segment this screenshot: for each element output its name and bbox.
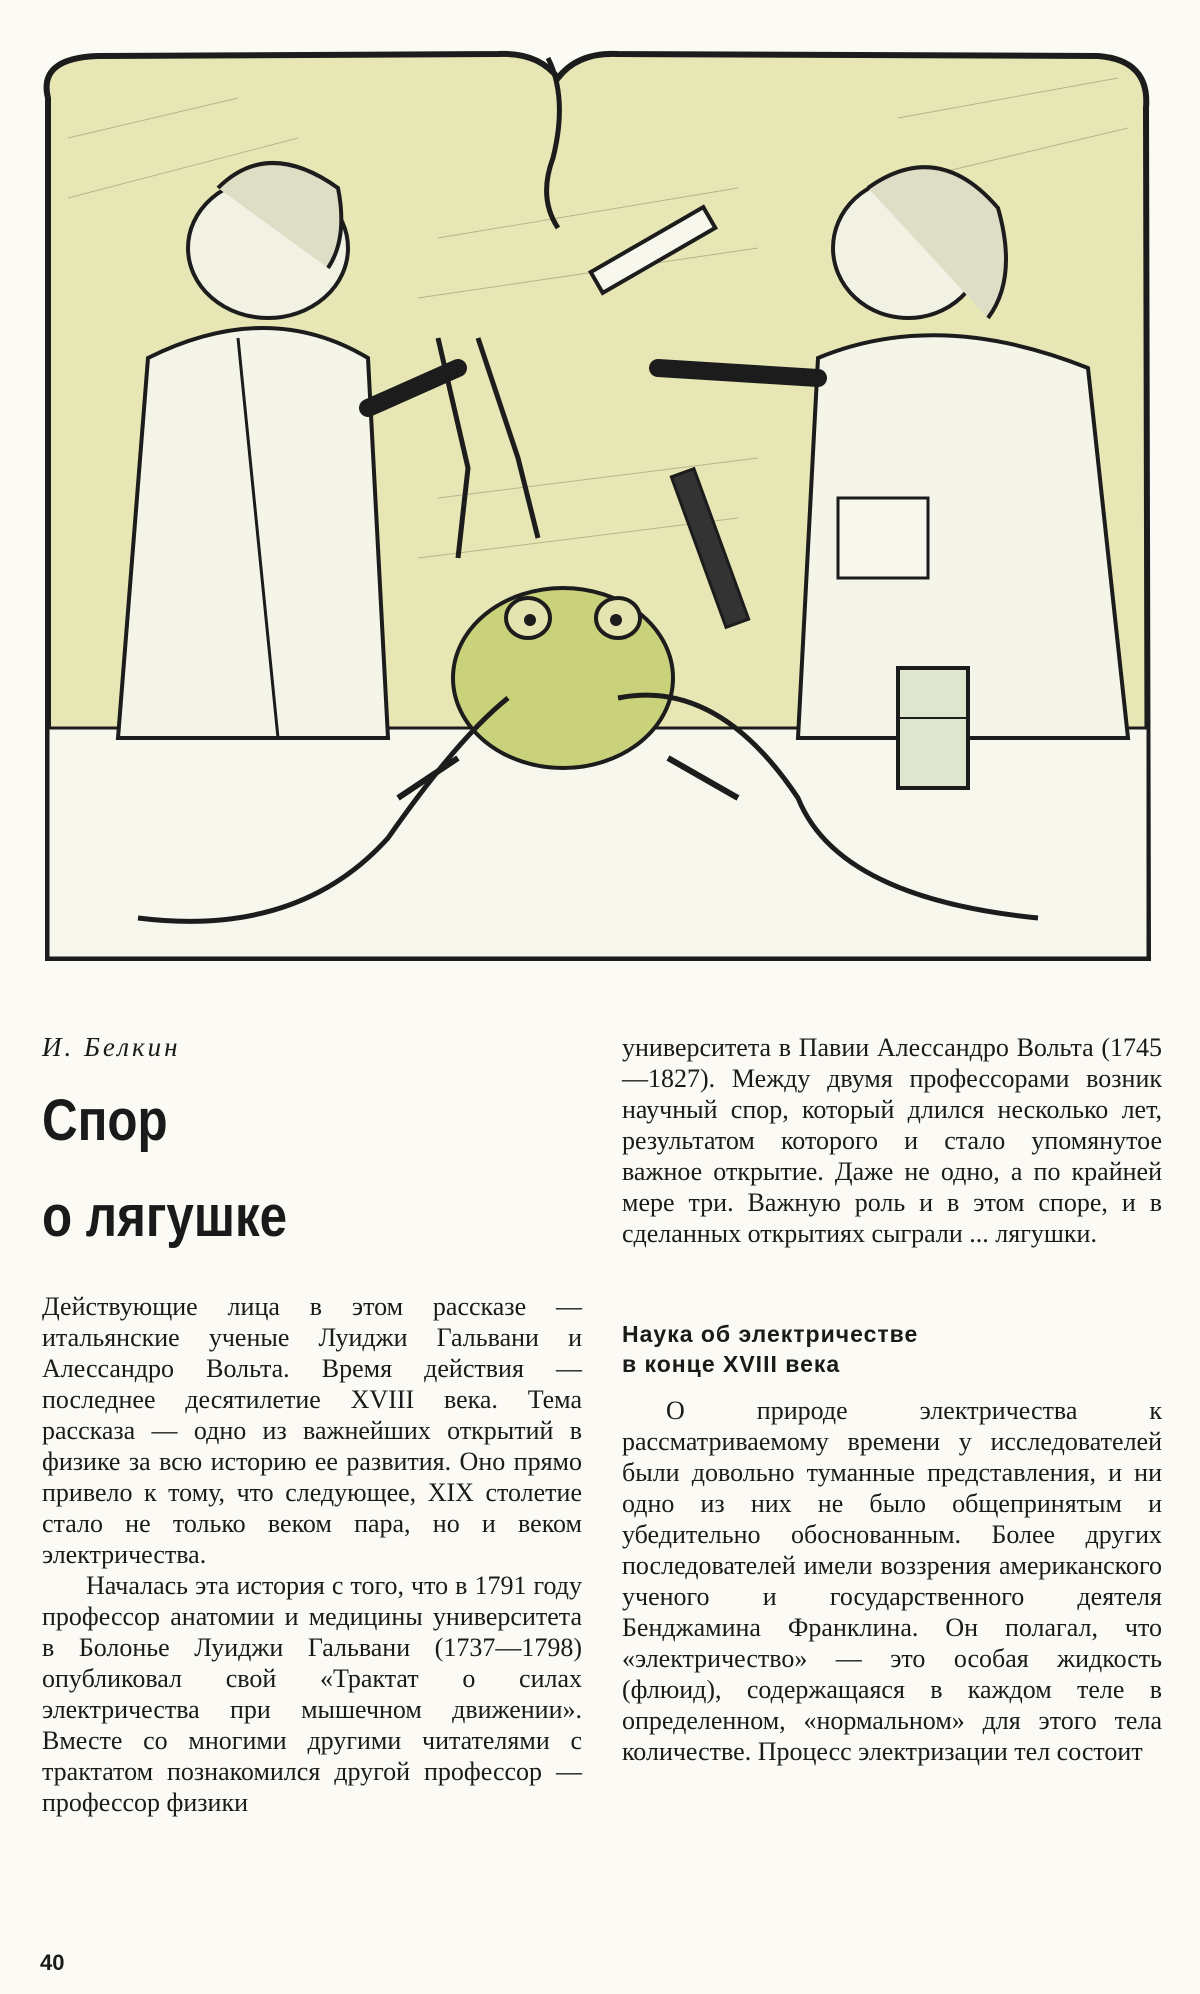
- article-title-line-1: Спор: [42, 1088, 168, 1153]
- paper-note: [838, 498, 928, 578]
- left-column: [42, 1032, 582, 1818]
- page-number: 40: [40, 1950, 65, 1975]
- paragraph-history: Началась эта история с того, что в 1791 году профессор анатомии и медицины университета в Болонье Луиджи Гальвани (1737—1798) опубликовал свой «Трактат о силах электричества при мышечном движении». Вместе со многими другими читателями с трактатом познакомился другой профессор — профессор физики: [42, 1571, 582, 1817]
- galvani-volta-frog-illustration: [38, 38, 1160, 968]
- article-title: [42, 1073, 501, 1265]
- paragraph-electricity: О природе электричества к рассматриваемому времени у исследователей были довольно туманные представления, и ни одно из них не было общепринятым и убедительно обоснованным. Более других последователей имели воззрения американского ученого и государственного деятеля Бенджамина Франклина. Он полагал, что «электричество» — это особая жидкость (флюид), содержащаяся в каждом теле в определенном, «нормальном» для этого тела количестве. Процесс электризации тел состоит: [622, 1396, 1162, 1766]
- paragraph-intro: Действующие лица в этом рассказе — итальянские ученые Луиджи Гальвани и Алессандро Вольта. Время действия — последнее десятилетие XVIII века. Тема рассказа — одно из важнейших открытий в физике за всю историю ее развития. Оно прямо привело к тому, что следующее, XIX столетие стало не только веком пара, но и веком электричества.: [42, 1292, 582, 1569]
- section-heading-line-1: Наука об электричестве: [622, 1321, 919, 1347]
- article-author: И. Белкин: [42, 1032, 181, 1062]
- beaker: [898, 668, 968, 788]
- right-column: [622, 1032, 1162, 1767]
- section-heading-line-2: в конце XVIII века: [622, 1351, 841, 1377]
- section-heading: [622, 1319, 1162, 1379]
- paragraph-dispute: университета в Павии Алессандро Вольта (1745—1827). Между двумя профессорами возник научный спор, который длился несколько лет, результатом которого и стало упомянутое важное открытие. Даже не одно, а по крайней мере три. Важную роль и в этом споре, и в сделанных открытиях сыграли ... лягушки.: [622, 1033, 1162, 1248]
- frog-dispute-illustration: [38, 38, 1160, 968]
- article-title-line-2: о лягушке: [42, 1184, 288, 1249]
